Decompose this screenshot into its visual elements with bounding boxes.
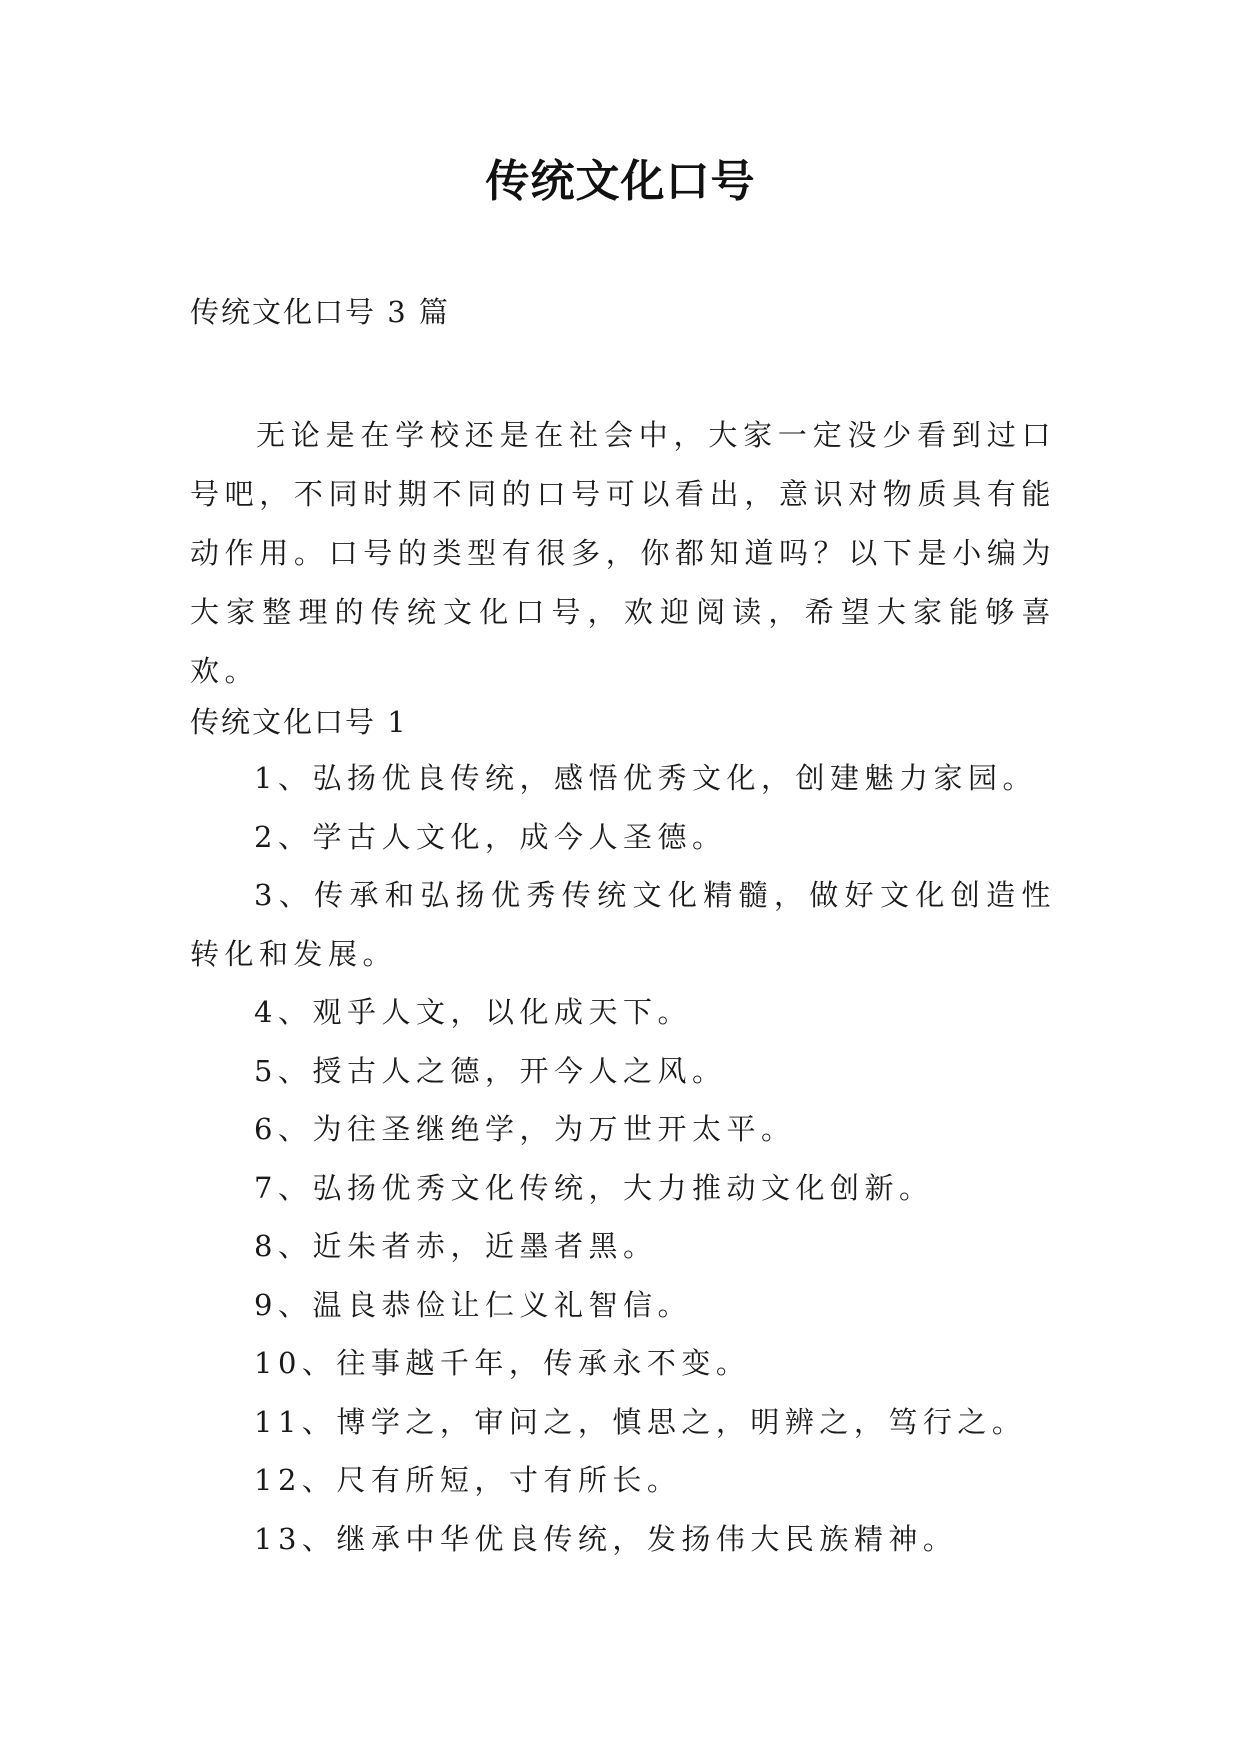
slogan-item: 7、弘扬优秀文化传统，大力推动文化创新。	[254, 1170, 934, 1205]
slogan-item: 12、尺有所短，寸有所长。	[254, 1463, 682, 1497]
slogan-item: 4、观乎人文，以化成天下。	[254, 995, 692, 1029]
slogan-item: 9、温良恭俭让仁义礼智信。	[254, 1287, 692, 1322]
slogan-item: 13、继承中华优良传统，发扬伟大民族精神。	[254, 1521, 958, 1556]
slogan-item: 8、近朱者赤，近墨者黑。	[254, 1229, 658, 1263]
document-subtitle: 传统文化口号 3 篇	[190, 295, 450, 329]
slogan-item: 10、往事越千年，传承永不变。	[254, 1346, 751, 1380]
slogan-item: 6、为往圣继绝学，为万世开太平。	[254, 1112, 796, 1146]
slogan-list	[190, 749, 1056, 1568]
slogan-item: 11、博学之，审问之，慎思之，明辨之，笃行之。	[254, 1404, 1027, 1439]
slogan-item: 3、传承和弘扬优秀传统文化精髓，做好文化创造性转化和发展。	[190, 878, 1056, 971]
document-title: 传统文化口号	[485, 156, 756, 207]
section-heading: 传统文化口号 1	[190, 705, 408, 739]
slogan-item: 1、弘扬优良传统，感悟优秀文化，创建魅力家园。	[254, 761, 1037, 795]
slogan-item: 2、学古人文化，成今人圣德。	[254, 819, 727, 854]
intro-paragraph: 无论是在学校还是在社会中，大家一定没少看到过口号吧，不同时期不同的口号可以看出，意识对物质具有能动作用。口号的类型有很多，你都知道吗？以下是小编为大家整理的传统文化口号，欢迎阅读，希望大家能够喜欢。	[190, 418, 1056, 688]
slogan-item: 5、授古人之德，开今人之风。	[254, 1053, 727, 1088]
